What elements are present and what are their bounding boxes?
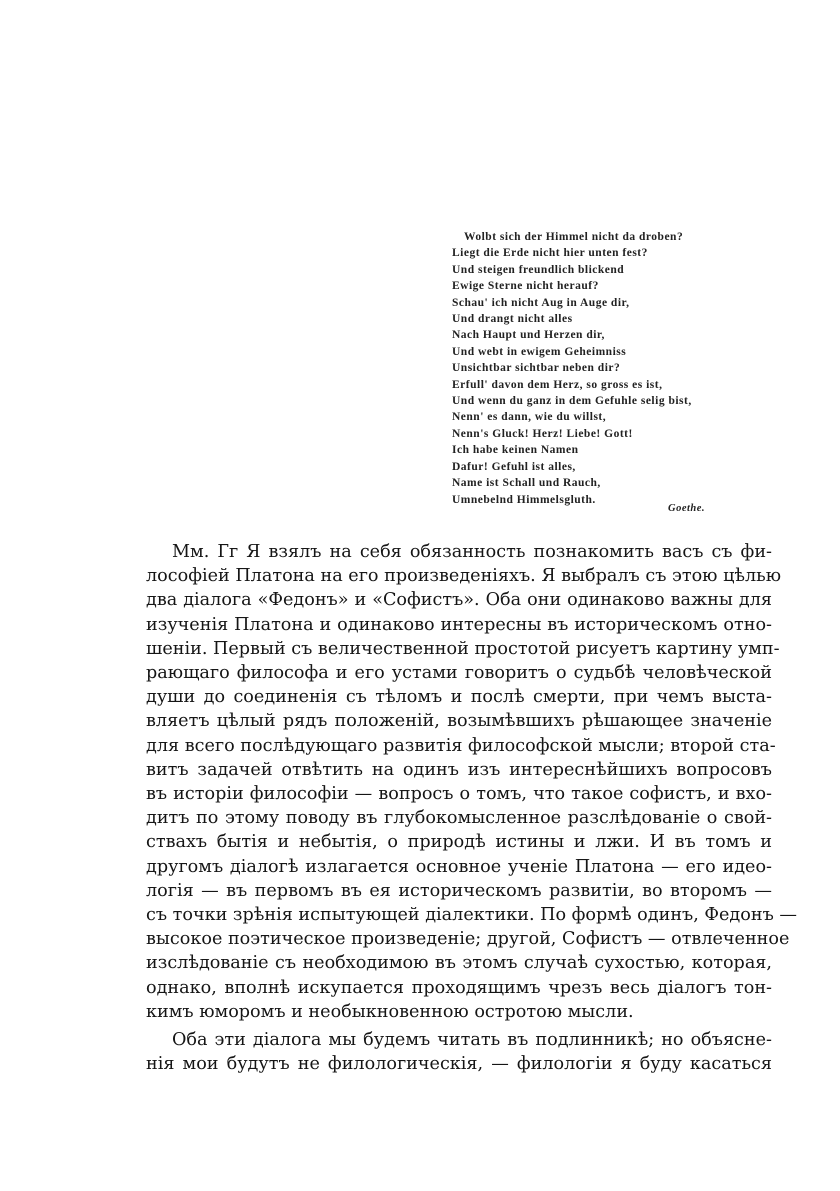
- epigraph-line: Name ist Schall und Rauch,: [452, 477, 601, 490]
- text-line: высокое поэтическое произведенiе; другой, Софистъ — отвлеченное: [146, 929, 790, 950]
- text-line: рающаго философа и его устами говоритъ о судьбѣ человѣческой: [146, 663, 772, 684]
- epigraph-line: Und drangt nicht alles: [452, 313, 573, 326]
- epigraph-line: Und wenn du ganz in dem Gefuhle selig bist,: [452, 395, 692, 408]
- text-line: съ точки зрѣнiя испытующей дiалектики. По формѣ одинъ, Федонъ —: [146, 905, 797, 926]
- paragraph: [146, 1028, 772, 1076]
- text-line: изслѣдованiе съ необходимою въ этомъ случаѣ сухостью, которая,: [146, 953, 772, 974]
- epigraph-line: Nenn' es dann, wie du willst,: [452, 411, 607, 424]
- text-line: нiя мои будутъ не филологическiя, — филологiи я буду касаться: [146, 1054, 772, 1075]
- text-line: шенiи. Первый съ величественной простотой рисуетъ картину умп-: [146, 638, 780, 659]
- epigraph-line: Nach Haupt und Herzen dir,: [452, 329, 605, 342]
- text-line: изученiя Платона и одинаково интересны въ историческомъ отно-: [146, 614, 772, 635]
- main-text: [146, 540, 797, 1076]
- epigraph-line: Und steigen freundlich blickend: [452, 263, 625, 276]
- epigraph-attribution: Goethe.: [668, 503, 706, 514]
- paragraph: [146, 540, 797, 1024]
- epigraph-line: Schau' ich nicht Aug in Auge dir,: [452, 296, 630, 309]
- epigraph-line: Umnebelnd Himmelsgluth.: [452, 493, 596, 506]
- text-line: вляетъ цѣлый рядъ положенiй, возымѣвшихъ рѣшающее значенiе: [146, 711, 772, 732]
- text-line: Мм. Гг Я взялъ на себя обязанность познакомить васъ съ фи-: [172, 542, 772, 562]
- text-line: въ исторiи философiи — вопросъ о томъ, что такое софистъ, и вхо-: [146, 784, 772, 805]
- text-line: лософiей Платона на его произведенiяхъ. Я выбралъ съ этою цѣлью: [146, 566, 782, 587]
- text-line: ствахъ бытiя и небытiя, о природѣ истины и лжи. И въ томъ и: [146, 832, 772, 853]
- epigraph-line: Erfull' davon dem Herz, so gross es ist,: [452, 378, 663, 391]
- text-line: два дiалога «Федонъ» и «Софистъ». Оба они одинаково важны для: [146, 590, 772, 611]
- epigraph-line: Liegt die Erde nicht hier unten fest?: [452, 247, 648, 260]
- epigraph-line: Dafur! Gefuhl ist alles,: [452, 460, 576, 473]
- text-line: витъ задачей отвѣтить на одинъ изъ интереснѣйшихъ вопросовъ: [146, 759, 772, 780]
- text-line: для всего послѣдующаго развитiя философской мысли; второй ста-: [146, 735, 776, 756]
- epigraph-line: Wolbt sich der Himmel nicht da droben?: [464, 231, 684, 243]
- text-line: души до соединенiя съ тѣломъ и послѣ смерти, при чемъ выста-: [146, 687, 772, 708]
- epigraph-line: Und webt in ewigem Geheimniss: [452, 345, 627, 358]
- text-line: другомъ дiалогѣ излагается основное ученiе Платона — его идео-: [146, 856, 772, 877]
- text-line: логiя — въ первомъ въ ея историческомъ развитiи, во второмъ —: [146, 880, 772, 901]
- epigraph: [452, 229, 752, 514]
- text-line: кимъ юморомъ и необыкновенною остротою мысли.: [146, 1001, 634, 1022]
- text-line: Оба эти дiалога мы будемъ читать въ подлинникѣ; но объясне-: [172, 1030, 772, 1051]
- epigraph-line: Ich habe keinen Namen: [452, 444, 579, 457]
- text-line: однако, вполнѣ искупается проходящимъ чрезъ весь дiалогъ тон-: [146, 977, 772, 998]
- epigraph-line: Unsichtbar sichtbar neben dir?: [452, 362, 621, 375]
- epigraph-line: Nenn's Gluck! Herz! Liebe! Gott!: [452, 427, 633, 440]
- epigraph-line: Ewige Sterne nicht herauf?: [452, 280, 599, 293]
- text-line: дитъ по этому поводу въ глубокомысленное разслѣдованiе о свой-: [146, 808, 772, 829]
